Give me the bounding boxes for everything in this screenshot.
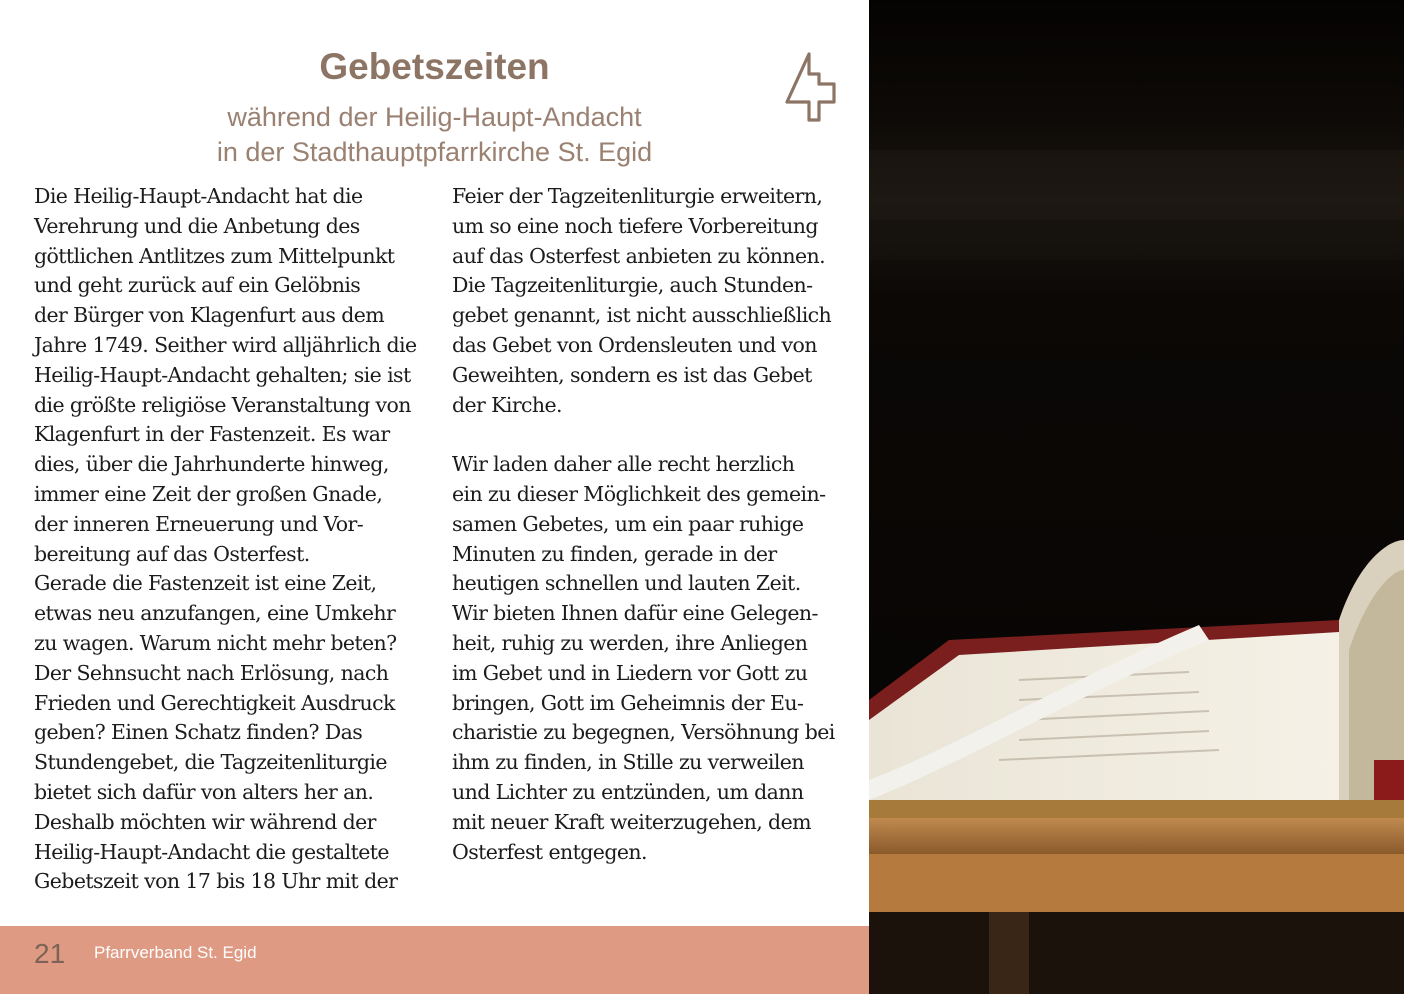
text-line: Geweihten, sondern es ist das Gebet bbox=[452, 362, 812, 387]
text-line: Verehrung und die Anbetung des bbox=[34, 213, 360, 238]
text-line: die größte religiöse Veranstaltung von bbox=[34, 392, 411, 417]
text-line: bietet sich dafür von alters her an. bbox=[34, 779, 374, 804]
text-line: und Lichter zu entzünden, um dann bbox=[452, 779, 804, 804]
text-line: Wir laden daher alle recht herzlich bbox=[452, 452, 795, 477]
subtitle-line-2: in der Stadthauptpfarrkirche St. Egid bbox=[216, 137, 653, 167]
text-line: göttlichen Antlitzes zum Mittelpunkt bbox=[34, 243, 395, 268]
text-line: ihm zu finden, in Stille zu verweilen bbox=[452, 750, 804, 775]
text-line: um so eine noch tiefere Vorbereitung bbox=[452, 213, 818, 238]
footer-label: Pfarrverband St. Egid bbox=[94, 943, 257, 962]
text-line: Heilig-Haupt-Andacht gehalten; sie ist bbox=[34, 362, 411, 387]
text-line: Der Sehnsucht nach Erlösung, nach bbox=[34, 660, 389, 685]
text-line: und geht zurück auf ein Gelöbnis bbox=[34, 273, 361, 298]
text-line: Gerade die Fastenzeit ist eine Zeit, bbox=[34, 571, 377, 596]
text-column-right bbox=[452, 182, 835, 867]
text-line: das Gebet von Ordensleuten und von bbox=[452, 332, 817, 357]
page-title: Gebetszeiten bbox=[319, 46, 550, 87]
open-bible-photo bbox=[869, 0, 1404, 994]
text-line: bereitung auf das Osterfest. bbox=[34, 541, 310, 566]
text-line: geben? Einen Schatz finden? Das bbox=[34, 720, 363, 745]
text-line: Stundengebet, die Tagzeitenliturgie bbox=[34, 750, 387, 775]
text-line: ein zu dieser Möglichkeit des gemein- bbox=[452, 481, 826, 506]
text-line: heit, ruhig zu werden, ihre Anliegen bbox=[452, 630, 808, 655]
text-line: Minuten zu finden, gerade in der bbox=[452, 541, 777, 566]
text-line: Frieden und Gerechtigkeit Ausdruck bbox=[34, 690, 395, 715]
text-line: Klagenfurt in der Fastenzeit. Es war bbox=[34, 422, 390, 447]
text-line: etwas neu anzufangen, eine Umkehr bbox=[34, 601, 396, 626]
text-line: Gebetszeit von 17 bis 18 Uhr mit der bbox=[34, 869, 398, 894]
text-line: Jahre 1749. Seither wird alljährlich die bbox=[34, 332, 417, 357]
text-line: Die Tagzeitenliturgie, auch Stunden- bbox=[452, 273, 813, 298]
text-line: Die Heilig-Haupt-Andacht hat die bbox=[34, 184, 363, 208]
subtitle-line-1: während der Heilig-Haupt-Andacht bbox=[227, 102, 642, 132]
text-line: gebet genannt, ist nicht ausschließlich bbox=[452, 303, 832, 328]
text-line: Deshalb möchten wir während der bbox=[34, 809, 376, 834]
text-line: auf das Osterfest anbieten zu können. bbox=[452, 243, 826, 268]
text-line: der Kirche. bbox=[452, 392, 562, 417]
text-line: mit neuer Kraft weiterzugehen, dem bbox=[452, 809, 811, 834]
text-line: Feier der Tagzeitenliturgie erweitern, bbox=[452, 184, 823, 208]
text-line: charistie zu begegnen, Versöhnung bei bbox=[452, 720, 835, 745]
text-line: zu wagen. Warum nicht mehr beten? bbox=[34, 630, 397, 655]
text-line: im Gebet und in Liedern vor Gott zu bbox=[452, 660, 808, 685]
text-line: heutigen schnellen und lauten Zeit. bbox=[452, 571, 801, 596]
text-column-left bbox=[34, 182, 417, 897]
text-line: Wir bieten Ihnen dafür eine Gelegen- bbox=[452, 601, 818, 626]
text-line: der inneren Erneuerung und Vor- bbox=[34, 511, 364, 536]
text-line bbox=[452, 420, 835, 450]
text-line: Osterfest entgegen. bbox=[452, 839, 647, 864]
text-line: samen Gebetes, um ein paar ruhige bbox=[452, 511, 804, 536]
text-line: bringen, Gott im Geheimnis der Eu- bbox=[452, 690, 804, 715]
cross-figure-logo-icon bbox=[782, 50, 840, 124]
text-line: der Bürger von Klagenfurt aus dem bbox=[34, 303, 385, 328]
page-number: 21 bbox=[34, 938, 66, 969]
text-line: immer eine Zeit der großen Gnade, bbox=[34, 481, 383, 506]
text-line: Heilig-Haupt-Andacht die gestaltete bbox=[34, 839, 389, 864]
text-line: dies, über die Jahrhunderte hinweg, bbox=[34, 452, 389, 477]
